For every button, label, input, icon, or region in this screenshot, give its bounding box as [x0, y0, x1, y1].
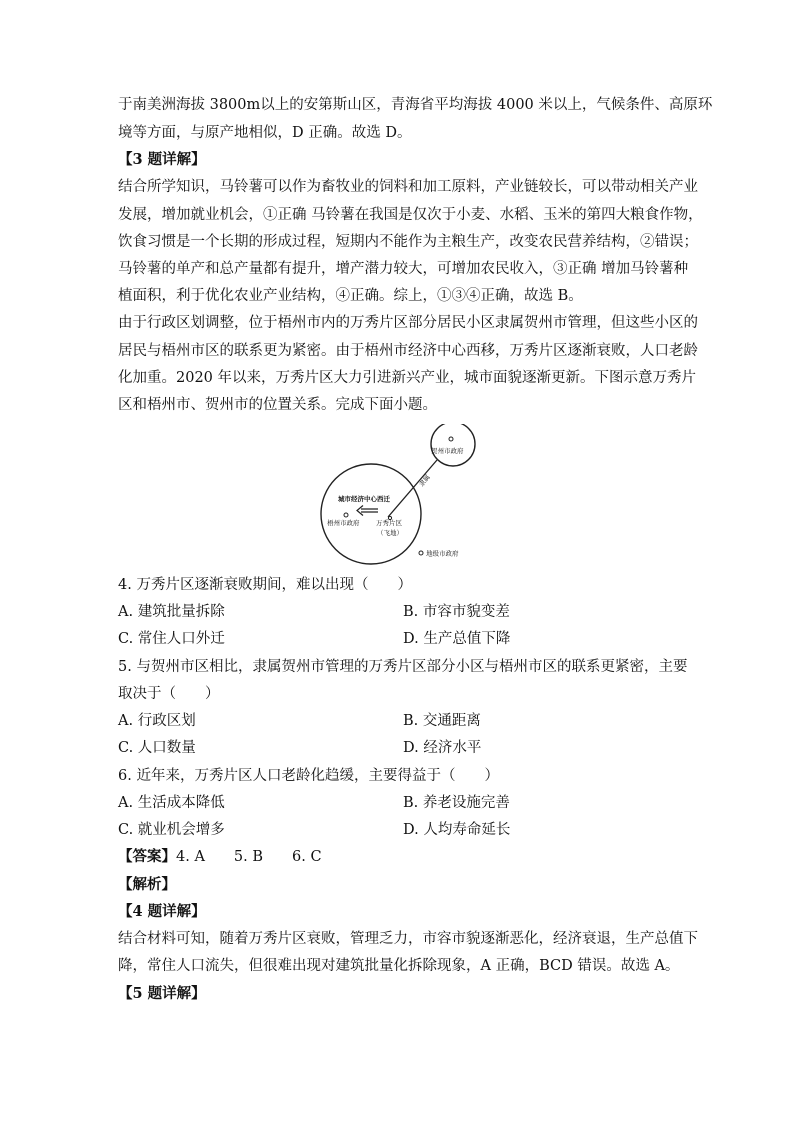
question-stem: 取决于（ ）: [118, 686, 220, 702]
legend-label: 地级市政府: [426, 549, 459, 558]
wanxiu-label: 万秀片区: [376, 519, 402, 527]
location-diagram-svg: [318, 424, 508, 574]
paragraph-line: 植面积，利于优化农业产业结构，④正确。综上，①③④正确，故选 B。: [118, 288, 583, 304]
paragraph-line: 于南美洲海拔 3800m以上的安第斯山区，青海省平均海拔 4000 米以上，气候条件、高原环: [118, 97, 713, 113]
paragraph-line: 化加重。2020 年以来，万秀片区大力引进新兴产业，城市面貌逐渐更新。下图示意万秀片: [118, 370, 697, 386]
paragraph-line: 结合材料可知，随着万秀片区衰败，管理乏力，市容市貌逐渐恶化，经济衰退，生产总值下: [118, 931, 698, 947]
paragraph-line: 马铃薯的单产和总产量都有提升，增产潜力较大，可增加农民收入，③正确 增加马铃薯种: [118, 261, 689, 277]
question-option: A. 行政区划: [118, 713, 196, 729]
paragraph-line: 发展，增加就业机会，①正确 马铃薯在我国是仅次于小麦、水稻、玉米的第四大粮食作物，: [118, 207, 703, 223]
answer-line: [118, 847, 322, 867]
paragraph-line: 降，常住人口流失，但很难出现对建筑批量化拆除现象，A 正确，BCD 错误。故选 A。: [118, 958, 680, 974]
section-heading: 【4 题详解】: [118, 903, 206, 920]
question-option: B. 交通距离: [403, 713, 481, 729]
paragraph-line: 居民与梧州市区的联系更为紧密。由于梧州市经济中心西移，万秀片区逐渐衰败，人口老龄: [118, 343, 698, 359]
hezhou-gov-marker: [449, 437, 453, 441]
question-option: A. 生活成本降低: [118, 795, 225, 811]
question-option: D. 人均寿命延长: [403, 822, 511, 838]
analysis-heading: 【解析】: [118, 876, 176, 893]
west-arrow-icon: [357, 506, 378, 516]
question-option: B. 养老设施完善: [403, 795, 510, 811]
paragraph-line: 区和梧州市、贺州市的位置关系。完成下面小题。: [118, 397, 437, 413]
section-heading: 【5 题详解】: [118, 985, 206, 1002]
paragraph-line: 结合所学知识，马铃薯可以作为畜牧业的饲料和加工原料，产业链较长，可以带动相关产业: [118, 179, 698, 195]
paragraph-line: 饮食习惯是一个长期的形成过程，短期内不能作为主粮生产，改变农民营养结构，②错误；: [118, 234, 698, 250]
wuzhou-circle: [321, 464, 421, 564]
wuzhou-gov-label: 梧州市政府: [327, 519, 360, 527]
answer-label: 【答案】: [118, 848, 176, 865]
affiliation-label: 隶属: [417, 473, 432, 489]
question-option: C. 就业机会增多: [118, 822, 225, 838]
hezhou-circle: [431, 424, 475, 466]
paragraph-line: 境等方面，与原产地相似，D 正确。故选 D。: [118, 125, 412, 141]
wuzhou-gov-marker: [344, 513, 348, 517]
question-stem: 4. 万秀片区逐渐衰败期间，难以出现（ ）: [118, 577, 412, 593]
question-option: B. 市容市貌变差: [403, 604, 510, 620]
question-stem: 6. 近年来，万秀片区人口老龄化趋缓，主要得益于（ ）: [118, 768, 499, 784]
section-heading: 【3 题详解】: [118, 151, 206, 168]
question-option: C. 常住人口外迁: [118, 631, 225, 647]
location-diagram: [318, 424, 508, 574]
center-west-label: 城市经济中心西迁: [338, 495, 390, 503]
question-option: D. 生产总值下降: [403, 631, 511, 647]
question-stem: 5. 与贺州市区相比，隶属贺州市管理的万秀片区部分小区与梧州市区的联系更紧密，主要: [118, 659, 688, 675]
question-option: A. 建筑批量拆除: [118, 604, 225, 620]
question-option: C. 人口数量: [118, 740, 196, 756]
question-option: D. 经济水平: [403, 740, 482, 756]
paragraph-line: 由于行政区划调整，位于梧州市内的万秀片区部分居民小区隶属贺州市管理，但这些小区的: [118, 315, 698, 331]
feidi-label: （飞地）: [377, 529, 403, 537]
answer-text: 4. A 5. B 6. C: [176, 849, 322, 865]
legend-marker: [419, 551, 423, 555]
hezhou-gov-label: 贺州市政府: [431, 447, 464, 455]
affiliation-line: [388, 460, 437, 517]
